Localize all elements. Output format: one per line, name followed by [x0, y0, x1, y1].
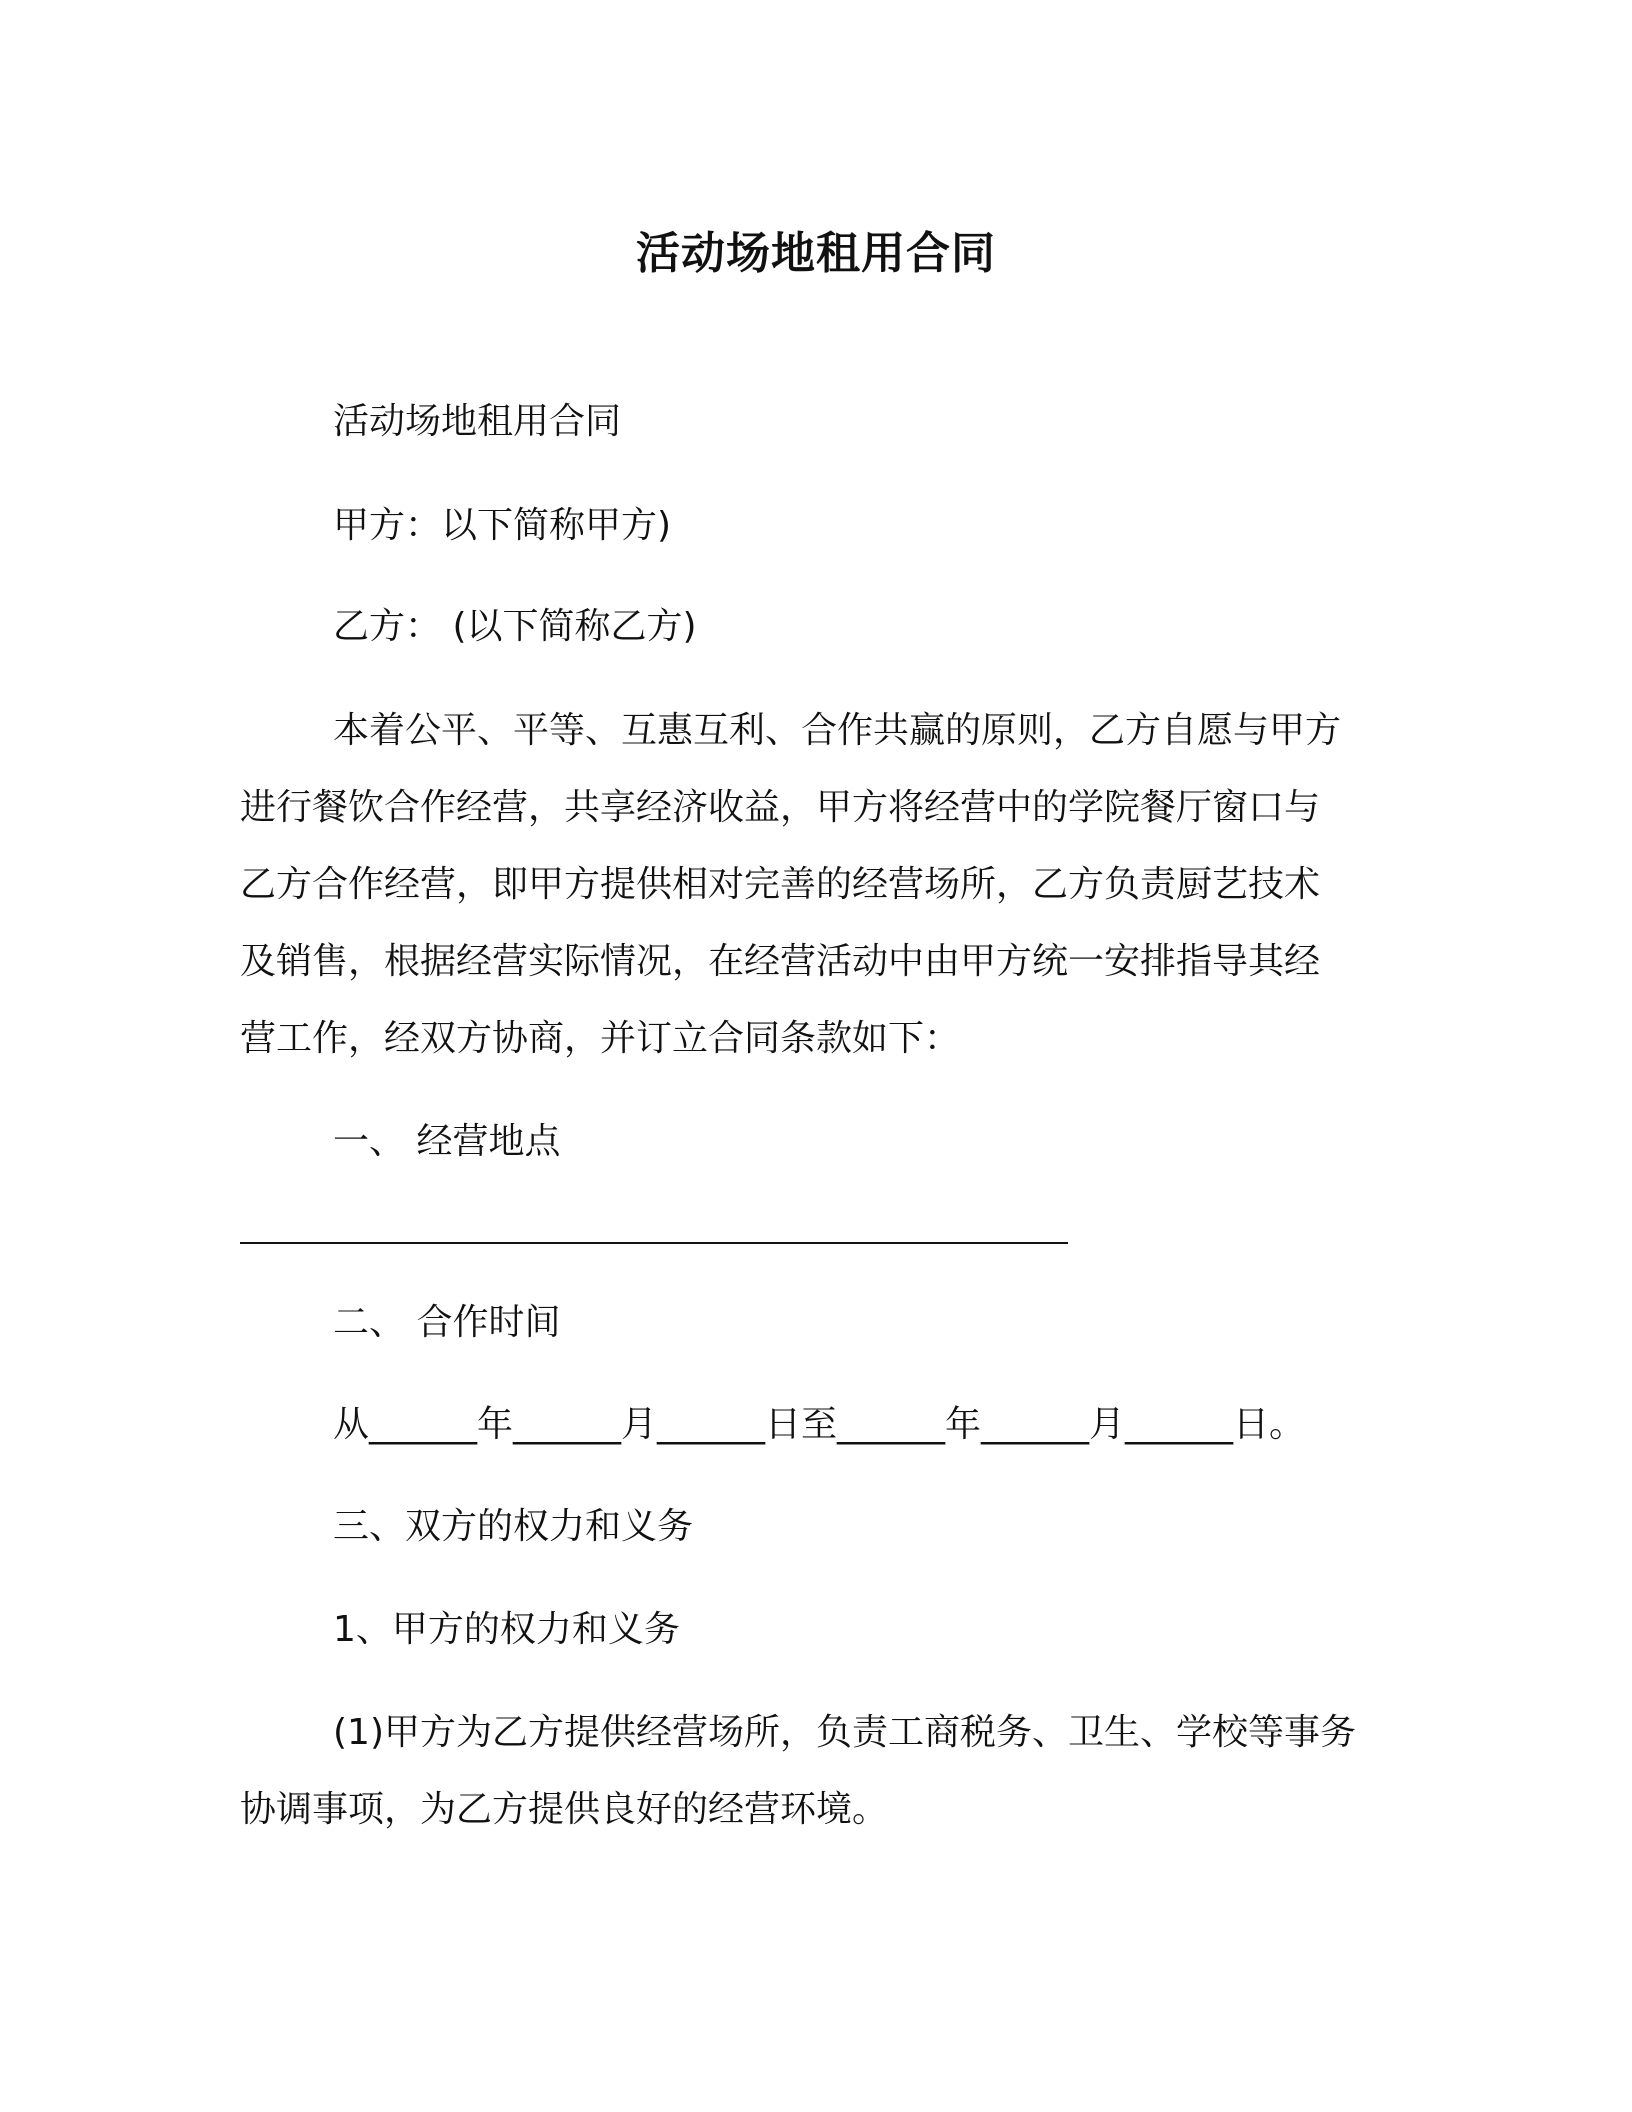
clause-1-line-1: (1)甲方为乙方提供经营场所，负责工商税务、卫生、学校等事务 [333, 1712, 1356, 1753]
document-title: 活动场地租用合同 [636, 228, 996, 279]
party-b-line: 乙方： (以下简称乙方) [333, 606, 697, 647]
party-a-line: 甲方：以下简称甲方) [333, 505, 672, 546]
section-2-heading: 二、 合作时间 [333, 1302, 561, 1343]
intro-line-3: 乙方合作经营，即甲方提供相对完善的经营场所，乙方负责厨艺技术 [240, 864, 1321, 905]
intro-line-1: 本着公平、平等、互惠互利、合作共赢的原则，乙方自愿与甲方 [333, 710, 1342, 751]
contract-name: 活动场地租用合同 [333, 401, 622, 442]
intro-line-2: 进行餐饮合作经营，共享经济收益，甲方将经营中的学院餐厅窗口与 [240, 787, 1321, 828]
section-3-heading: 三、双方的权力和义务 [333, 1506, 694, 1547]
cooperation-period-line: 从______年______月______日至______年______月______日。 [333, 1404, 1305, 1445]
clause-1-line-2: 协调事项，为乙方提供良好的经营环境。 [240, 1789, 889, 1830]
subsection-1-heading: 1、甲方的权力和义务 [333, 1609, 680, 1650]
intro-line-4: 及销售，根据经营实际情况，在经营活动中由甲方统一安排指导其经 [240, 941, 1321, 982]
intro-line-5: 营工作，经双方协商，并订立合同条款如下： [240, 1018, 961, 1059]
location-blank-line [240, 1242, 1068, 1244]
section-1-heading: 一、 经营地点 [333, 1121, 561, 1162]
